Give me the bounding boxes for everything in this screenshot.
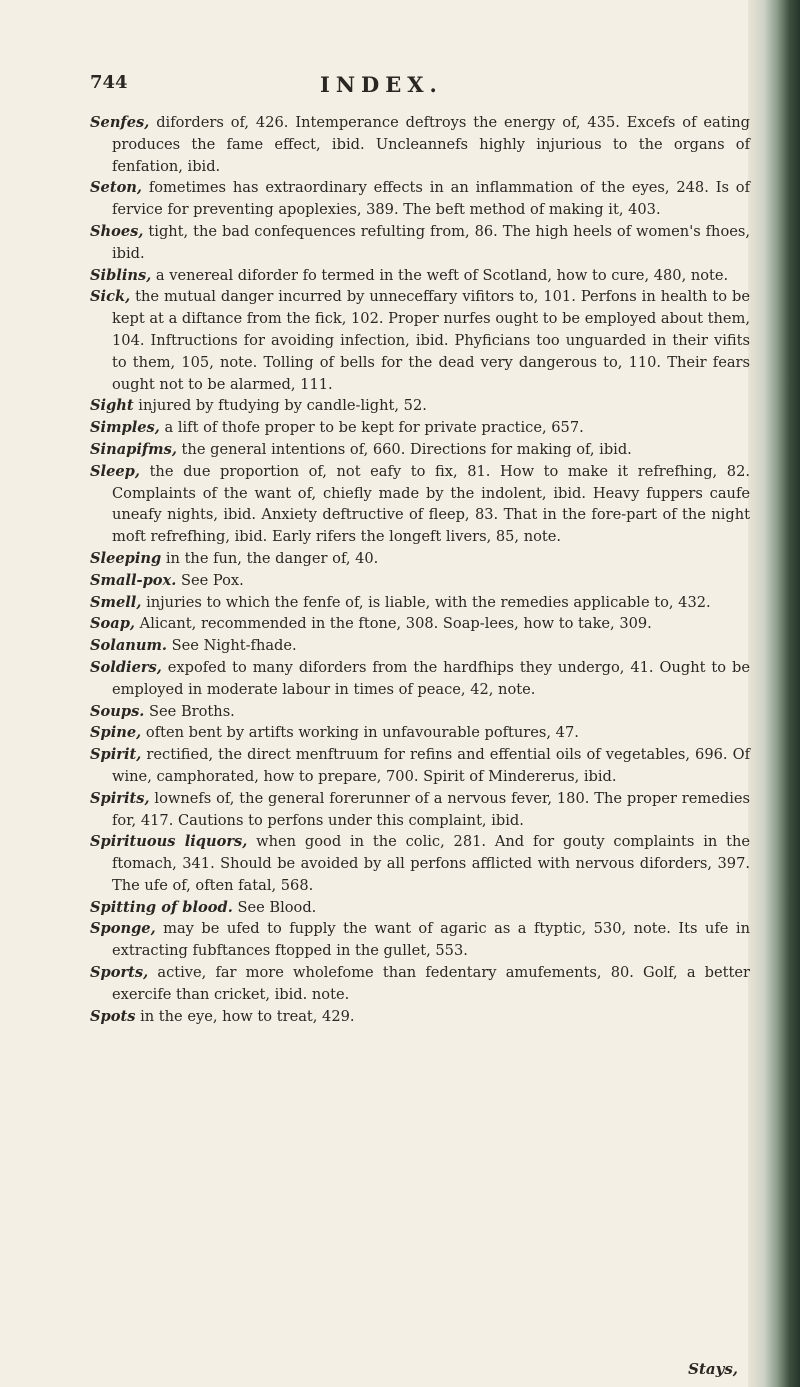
entry-term: Spirit, <box>90 746 142 764</box>
entry-text: in the fun, the danger of, 40. <box>161 549 379 567</box>
entry-text: injured by ftudying by candle-light, 52. <box>133 397 427 415</box>
entry-term: Spots <box>90 1007 136 1025</box>
entry-term: Soups. <box>90 702 145 720</box>
entry-text: when good in the colic, 281. And for gouty complaints in the ftomach, 341. Should be avoided by all perfons afflicted with nervous diforders, 397. The ufe of, often fatal, 568. <box>112 833 750 894</box>
entry-text: the mutual danger incurred by unneceffary vifitors to, 101. Perfons in health to be kept at a diftance from the fick, 102. Proper nurfes ought to be employed about them, 104. Inftructions for avoiding infection, ibid. Phyficians too unguarded in their vifits to them, 105, note. Tolling of bells for the dead very dangerous to, 110. Their fears ought not to be alarmed, 111. <box>112 288 750 393</box>
entry-term: Spine, <box>90 724 142 742</box>
index-entry <box>90 613 750 635</box>
page-binding-edge <box>748 0 800 1387</box>
entry-term: Spirits, <box>90 789 150 807</box>
entry-term: Soldiers, <box>90 658 162 676</box>
entry-term: Senfes, <box>90 114 150 131</box>
entry-text: the due proportion of, not eafy to fix, 81. How to make it refrefhing, 82. Complaints of the want of, chiefly made by the indolent, ibid. Heavy fuppers caufe uneafy nights, ibid. Anxiety deftructive of fleep, 83. That in the fore-part of the night moft refrefhing, ibid. Early rifers the longeft livers, 85, note. <box>112 462 750 546</box>
index-entry <box>90 831 750 896</box>
index-entry <box>90 461 750 548</box>
index-entry <box>90 897 750 919</box>
page-number: 744 <box>90 72 128 93</box>
entry-term: Seton, <box>90 179 142 197</box>
entry-text: injuries to which the fenfe of, is liable, with the remedies applicable to, 432. <box>141 593 711 611</box>
index-entry <box>90 265 750 287</box>
index-entry <box>90 635 750 657</box>
index-entry <box>90 395 750 417</box>
entry-text: expofed to many diforders from the hardfhips they undergo, 41. Ought to be employed in moderate labour in times of peace, 42, note. <box>112 658 750 698</box>
entry-text: See Blood. <box>232 898 317 916</box>
index-entry <box>90 177 750 221</box>
entry-term: Spitting of blood. <box>90 898 233 916</box>
index-entry <box>90 592 750 614</box>
entry-text: the general intentions of, 660. Directions for making of, ibid. <box>176 440 632 458</box>
entry-text: tight, the bad confequences refulting from, 86. The high heels of women's fhoes, ibid. <box>112 222 750 262</box>
entry-text: may be ufed to fupply the want of agaric as a ftyptic, 530, note. Its ufe in extracting fubftances ftopped in the gullet, 553. <box>112 920 750 960</box>
index-entry <box>90 962 750 1006</box>
entry-text: diforders of, 426. Intemperance deftroys the energy of, 435. Excefs of eating produces the fame effect, ibid. Uncleannefs highly injurious to the organs of fenfation, ibid. <box>112 114 750 175</box>
entry-term: Sponge, <box>90 920 156 938</box>
index-entries <box>90 112 750 1027</box>
index-entry <box>90 286 750 395</box>
index-entry <box>90 221 750 265</box>
page-header <box>90 72 730 106</box>
entry-text: in the eye, how to treat, 429. <box>135 1007 355 1025</box>
index-entry <box>90 570 750 592</box>
index-entry <box>90 701 750 723</box>
running-head: INDEX. <box>320 72 443 97</box>
index-entry <box>90 744 750 788</box>
index-entry <box>90 918 750 962</box>
index-entry <box>90 439 750 461</box>
entry-text: lownefs of, the general forerunner of a nervous fever, 180. The proper remedies for, 417. Cautions to perfons under this complaint, ibid. <box>112 789 750 829</box>
entry-text: See Night-fhade. <box>167 637 297 655</box>
index-entry <box>90 548 750 570</box>
entry-text: Alicant, recommended in the ftone, 308. Soap-lees, how to take, 309. <box>135 615 652 633</box>
index-entry <box>90 1006 750 1028</box>
entry-term: Siblins, <box>90 266 152 284</box>
index-entry <box>90 417 750 439</box>
entry-text: fometimes has extraordinary effects in an inflammation of the eyes, 248. Is of fervice for preventing apoplexies, 389. The beft method of making it, 403. <box>112 179 750 219</box>
entry-term: Simples, <box>90 419 160 437</box>
entry-term: Small-pox. <box>90 571 177 589</box>
entry-term: Sinapifms, <box>90 440 177 458</box>
index-entry <box>90 788 750 832</box>
entry-term: Smell, <box>90 593 142 611</box>
entry-text: a lift of thofe proper to be kept for private practice, 657. <box>159 419 584 437</box>
entry-term: Sick, <box>90 288 131 306</box>
entry-text: active, far more wholefome than fedentary amufements, 80. Golf, a better exercife than cricket, ibid. note. <box>112 964 750 1003</box>
entry-term: Soap, <box>90 615 136 633</box>
entry-term: Spirituous liquors, <box>90 833 248 851</box>
entry-text: often bent by artifts working in unfavourable poftures, 47. <box>141 724 579 742</box>
catchword: Stays, <box>688 1360 738 1378</box>
index-entry <box>90 722 750 744</box>
entry-term: Shoes, <box>90 222 144 240</box>
entry-term: Sports, <box>90 964 149 982</box>
entry-text: See Broths. <box>144 702 235 720</box>
entry-text: See Pox. <box>176 571 244 589</box>
entry-term: Sleep, <box>90 462 140 480</box>
entry-text: a venereal diforder fo termed in the weft of Scotland, how to cure, 480, note. <box>151 266 729 284</box>
entry-term: Sight <box>90 397 134 415</box>
entry-text: rectified, the direct menftruum for refins and effential oils of vegetables, 696. Of wine, camphorated, how to prepare, 700. Spirit of Mindererus, ibid. <box>112 746 750 785</box>
index-entry <box>90 657 750 701</box>
entry-term: Solanum. <box>90 637 168 655</box>
index-entry <box>90 112 750 177</box>
entry-term: Sleeping <box>90 549 162 567</box>
